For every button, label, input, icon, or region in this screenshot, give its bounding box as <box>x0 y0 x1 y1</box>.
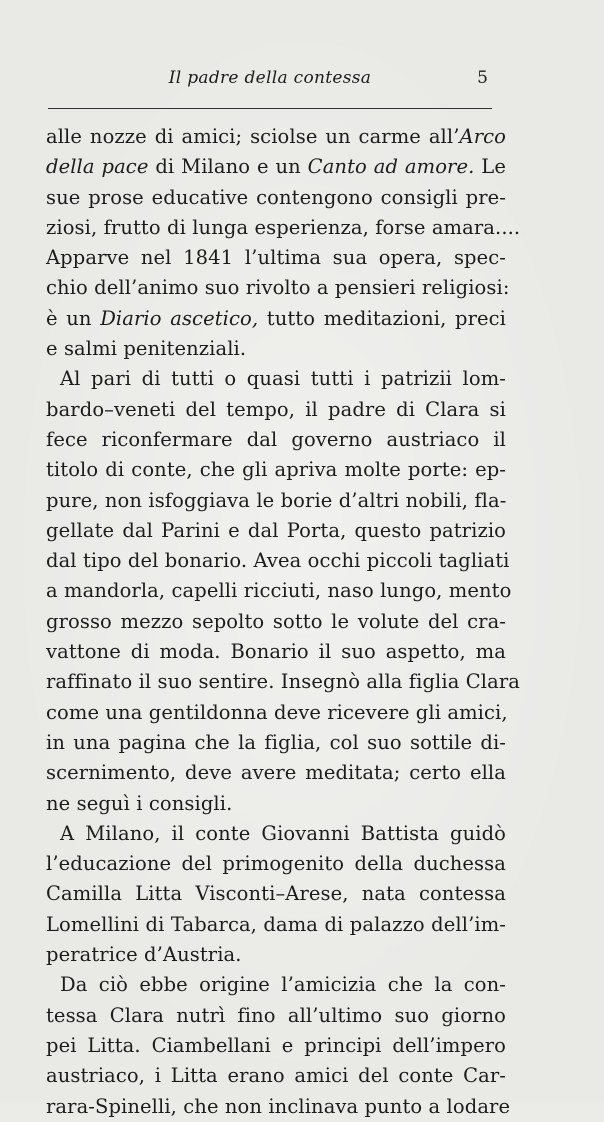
text-segment: Apparve nel 1841 l’ultima sua opera, spec- <box>46 246 506 270</box>
text-segment: come una gentildonna deve ricevere gli amici, <box>46 700 508 724</box>
text-segment: ne seguì i consigli. <box>46 791 233 815</box>
text-segment: è un <box>46 306 101 330</box>
text-segment: pei Litta. Ciambellani e principi dell’impero <box>46 1033 506 1057</box>
page-number: 5 <box>477 68 488 88</box>
text-segment: ziosi, frutto di lunga esperienza, forse amara.... <box>46 215 521 239</box>
text-line <box>46 910 506 940</box>
text-line <box>46 334 506 364</box>
italic-text: Canto ad amore. <box>307 155 475 179</box>
text-line <box>46 1061 506 1091</box>
text-segment: alle nozze di amici; sciolse un carme all’ <box>46 125 460 148</box>
text-segment: dal tipo del bonario. Avea occhi piccoli tagliati <box>46 549 510 573</box>
text-line <box>46 425 506 455</box>
page-header <box>48 68 492 96</box>
text-segment: titolo di conte, che gli apriva molte porte: ep- <box>46 458 506 482</box>
italic-text: Arco <box>459 125 506 148</box>
text-segment: bardo–veneti del tempo, il padre di Clara si <box>46 397 506 421</box>
text-line <box>46 607 506 637</box>
text-line <box>46 1031 506 1061</box>
text-line <box>46 122 506 152</box>
text-segment: in una pagina che la figlia, col suo sottile di- <box>46 730 506 754</box>
text-line <box>46 637 506 667</box>
italic-text: Diario ascetico, <box>100 306 259 330</box>
text-segment: tessa Clara nutrì fino all’ultimo suo giorno <box>46 1003 506 1027</box>
text-line <box>46 819 506 849</box>
text-line <box>46 364 506 394</box>
text-segment: vattone di moda. Bonario il suo aspetto, ma <box>46 640 506 664</box>
text-line <box>46 849 506 879</box>
text-line <box>46 516 506 546</box>
text-line <box>46 1092 511 1122</box>
text-line <box>46 789 506 819</box>
text-line <box>46 940 506 970</box>
text-segment: tutto meditazioni, preci <box>258 306 506 330</box>
text-line <box>46 758 506 788</box>
text-segment: scernimento, deve avere meditata; certo ella <box>46 761 506 785</box>
text-line <box>46 667 520 697</box>
text-segment: Camilla Litta Visconti–Arese, nata contessa <box>46 882 506 906</box>
text-line <box>46 213 521 243</box>
text-segment: rara-Spinelli, che non inclinava punto a lodare <box>46 1094 511 1118</box>
text-segment: A Milano, il conte Giovanni Battista guidò <box>60 821 506 845</box>
text-line <box>46 728 506 758</box>
text-line <box>46 273 510 303</box>
text-line <box>46 395 506 425</box>
text-segment: di Milano e un <box>148 155 308 179</box>
header-rule <box>48 108 492 109</box>
text-line <box>46 183 506 213</box>
text-segment: Al pari di tutti o quasi tutti i patrizii lom- <box>60 367 506 391</box>
text-line <box>46 304 506 334</box>
text-segment: peratrice d’Austria. <box>46 943 242 967</box>
text-segment: e salmi penitenziali. <box>46 337 247 361</box>
text-segment: Da ciò ebbe origine l’amicizia che la con- <box>60 973 506 997</box>
text-line <box>46 970 506 1000</box>
text-line <box>46 879 506 909</box>
text-line <box>46 576 512 606</box>
text-segment: grosso mezzo sepolto sotto le volute del cra- <box>46 609 506 633</box>
text-line <box>46 698 506 728</box>
text-segment: fece riconfermare dal governo austriaco il <box>46 427 506 451</box>
body-text <box>46 122 521 1122</box>
text-segment: Lomellini di Tabarca, dama di palazzo dell’im- <box>46 912 506 936</box>
text-line <box>46 486 506 516</box>
text-segment: sue prose educative contengono consigli pre- <box>46 185 506 209</box>
text-segment: Le <box>474 155 506 179</box>
text-segment: l’educazione del primogenito della duchessa <box>46 852 506 876</box>
text-line <box>46 546 510 576</box>
text-segment: austriaco, i Litta erano amici del conte Car- <box>46 1064 506 1088</box>
text-line <box>46 243 506 273</box>
running-title: Il padre della contessa <box>168 68 372 88</box>
text-line <box>46 1001 506 1031</box>
text-segment: pure, non isfoggiava le borie d’altri nobili, fla- <box>46 488 507 512</box>
text-line <box>46 455 506 485</box>
text-segment: raffinato il suo sentire. Insegnò alla figlia Clara <box>46 670 520 694</box>
text-segment: chio dell’animo suo rivolto a pensieri religiosi: <box>46 276 510 300</box>
text-segment: gellate dal Parini e dal Porta, questo patrizio <box>46 518 506 542</box>
text-segment: a mandorla, capelli ricciuti, naso lungo, mento <box>46 579 512 603</box>
italic-text: della pace <box>46 155 149 179</box>
text-line <box>46 152 506 182</box>
